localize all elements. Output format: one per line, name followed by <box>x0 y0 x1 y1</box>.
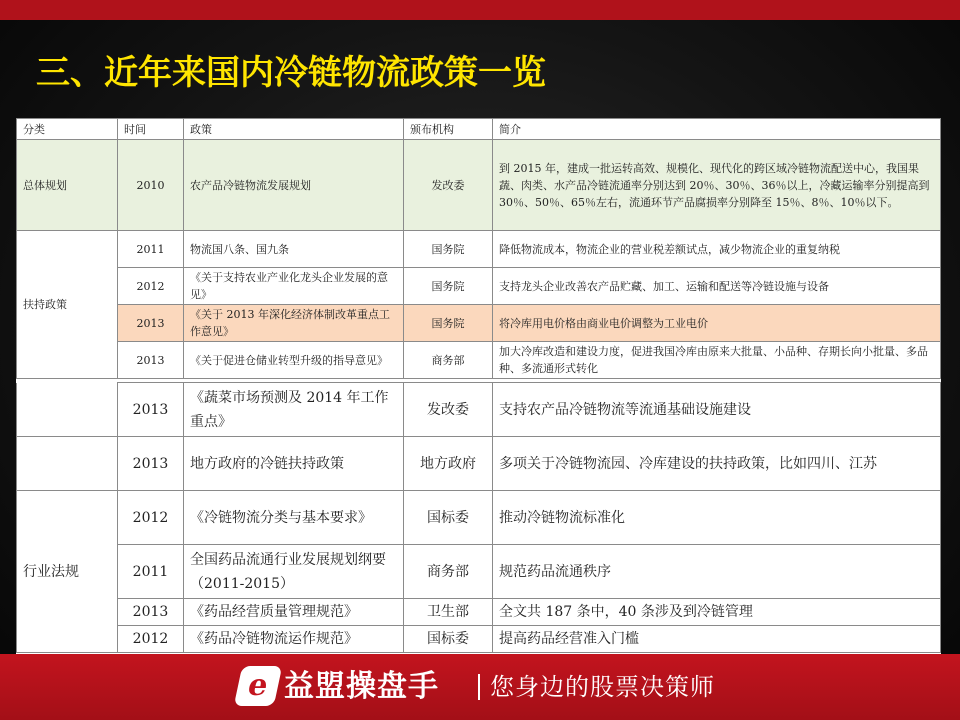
cell-issuer: 发改委 <box>404 140 493 231</box>
cell-issuer: 国标委 <box>404 491 493 545</box>
cell-year: 2011 <box>118 545 184 599</box>
table-row <box>17 437 941 491</box>
cell-issuer: 国标委 <box>404 626 493 653</box>
header-category: 分类 <box>17 119 118 140</box>
cell-policy: 《药品冷链物流运作规范》 <box>184 626 404 653</box>
cell-issuer: 发改委 <box>404 383 493 437</box>
cell-year: 2010 <box>118 140 184 231</box>
cell-issuer: 商务部 <box>404 545 493 599</box>
cell-policy: 全国药品流通行业发展规划纲要（2011-2015） <box>184 545 404 599</box>
cell-policy: 农产品冷链物流发展规划 <box>184 140 404 231</box>
cell-year: 2011 <box>118 231 184 268</box>
cell-policy: 《冷链物流分类与基本要求》 <box>184 491 404 545</box>
table-header-row <box>17 119 941 140</box>
footer-bar <box>0 654 960 720</box>
cell-category: 行业法规 <box>17 491 118 653</box>
cell-year: 2013 <box>118 305 184 342</box>
cell-year: 2013 <box>118 599 184 626</box>
header-summary: 简介 <box>493 119 941 140</box>
cell-summary: 多项关于冷链物流园、冷库建设的扶持政策，比如四川、江苏 <box>493 437 941 491</box>
table-row <box>17 305 941 342</box>
brand-name: 益盟操盘手 <box>284 669 439 704</box>
cell-year: 2012 <box>118 491 184 545</box>
cell-summary: 降低物流成本，物流企业的营业税差额试点，减少物流企业的重复纳税 <box>493 231 941 268</box>
cell-policy: 《关于支持农业产业化龙头企业发展的意见》 <box>184 268 404 305</box>
cell-summary: 提高药品经营准入门槛 <box>493 626 941 653</box>
cell-policy: 物流国八条、国九条 <box>184 231 404 268</box>
header-issuer: 颁布机构 <box>404 119 493 140</box>
cell-issuer: 国务院 <box>404 305 493 342</box>
cell-summary: 推动冷链物流标准化 <box>493 491 941 545</box>
table-row <box>17 140 941 231</box>
cell-year: 2013 <box>118 342 184 379</box>
cell-policy: 《关于促进仓储业转型升级的指导意见》 <box>184 342 404 379</box>
cell-summary: 全文共 187 条中，40 条涉及到冷链管理 <box>493 599 941 626</box>
cell-summary: 到 2015 年，建成一批运转高效、规模化、现代化的跨区域冷链物流配送中心，我国果蔬、肉类、水产品冷链流通率分别达到 20％、30％、36％以上，冷藏运输率分别提高到 30％、50％、65％左右，流通环节产品腐损率分别降至 15％、8％、10％以下。 <box>493 140 941 231</box>
cell-issuer: 国务院 <box>404 231 493 268</box>
cell-issuer: 地方政府 <box>404 437 493 491</box>
cell-category: 总体规划 <box>17 140 118 231</box>
cell-summary: 规范药品流通秩序 <box>493 545 941 599</box>
table-row <box>17 599 941 626</box>
cell-issuer: 卫生部 <box>404 599 493 626</box>
cell-year: 2012 <box>118 268 184 305</box>
cell-policy: 《关于 2013 年深化经济体制改革重点工作意见》 <box>184 305 404 342</box>
cell-category: 扶持政策 <box>17 231 118 379</box>
table-row <box>17 545 941 599</box>
policy-table-bottom <box>16 382 941 654</box>
header-policy: 政策 <box>184 119 404 140</box>
table-row <box>17 342 941 379</box>
cell-summary: 加大冷库改造和建设力度，促进我国冷库由原来大批量、小品种、存期长向小批量、多品种、多流通形式转化 <box>493 342 941 379</box>
cell-issuer: 商务部 <box>404 342 493 379</box>
policy-table-top <box>16 118 941 386</box>
table-row <box>17 626 941 653</box>
cell-summary: 支持龙头企业改善农产品贮藏、加工、运输和配送等冷链设施与设备 <box>493 268 941 305</box>
brand-logo-icon: e <box>234 666 283 706</box>
cell-year: 2013 <box>118 437 184 491</box>
cell-issuer: 国务院 <box>404 268 493 305</box>
cell-policy: 《蔬菜市场预测及 2014 年工作重点》 <box>184 383 404 437</box>
cell-category <box>17 437 118 491</box>
table-row <box>17 231 941 268</box>
top-red-strip <box>0 0 960 20</box>
cell-summary: 支持农产品冷链物流等流通基础设施建设 <box>493 383 941 437</box>
cell-policy: 《药品经营质量管理规范》 <box>184 599 404 626</box>
cell-year: 2013 <box>118 383 184 437</box>
header-year: 时间 <box>118 119 184 140</box>
table-row <box>17 268 941 305</box>
table-row <box>17 491 941 545</box>
slide-title: 三、近年来国内冷链物流政策一览 <box>36 53 546 93</box>
brand-slogan: 您身边的股票决策师 <box>490 673 715 701</box>
cell-year: 2012 <box>118 626 184 653</box>
footer-divider <box>478 674 480 700</box>
table-row <box>17 383 941 437</box>
cell-policy: 地方政府的冷链扶持政策 <box>184 437 404 491</box>
cell-category <box>17 383 118 437</box>
cell-summary: 将冷库用电价格由商业电价调整为工业电价 <box>493 305 941 342</box>
